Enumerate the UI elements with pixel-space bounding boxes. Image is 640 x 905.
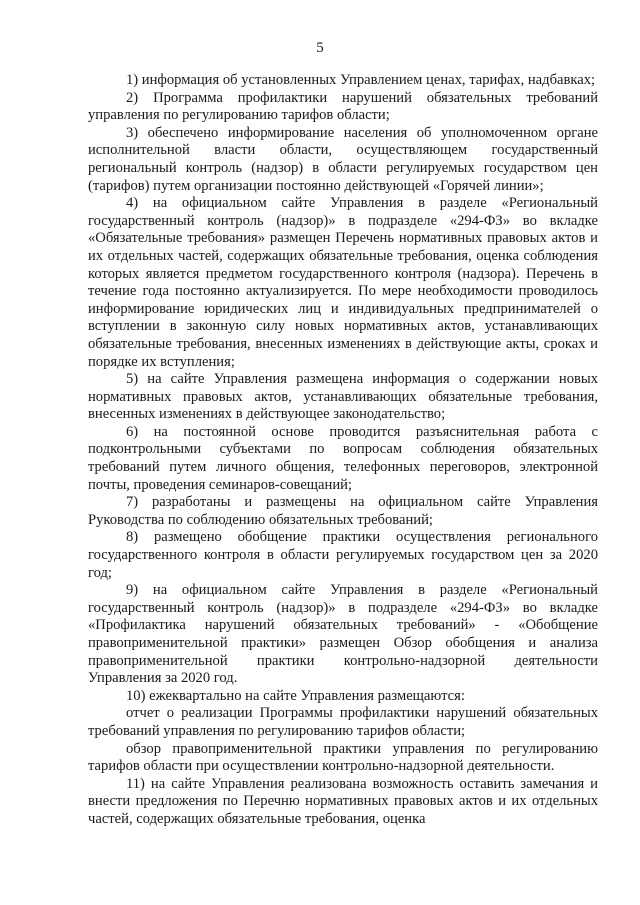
document-body xyxy=(88,72,598,829)
paragraph-item-7: 7) разработаны и размещены на официальном сайте Управления Руководства по соблюдению обязательных требований; xyxy=(88,494,598,528)
paragraph-item-4: 4) на официальном сайте Управления в разделе «Региональный государственный контроль (надзор)» в подразделе «294-ФЗ» во вкладке «Обязательные требования» размещен Перечень нормативных правовых актов и их отдельных частей, содержащих обязательные требования, оценка соблюдения которых является предметом государственного контроля (надзора). Перечень в течение года постоянно актуализируется. По мере необходимости проводилось информирование юридических лиц и индивидуальных предпринимателей о вступлении в законную силу новых нормативных актов, устанавливающих обязательные требования, внесенных изменениях в действующие акты, сроках и порядке их вступления; xyxy=(88,195,598,370)
paragraph-item-10: 10) ежеквартально на сайте Управления размещаются: xyxy=(126,687,465,704)
paragraph-item-2: 2) Программа профилактики нарушений обязательных требований управления по регулированию тарифов области; xyxy=(88,89,598,124)
paragraph-item-1: 1) информация об установленных Управлением ценах, тарифах, надбавках; xyxy=(126,72,596,88)
paragraph-item-8: 8) размещено обобщение практики осуществления регионального государственного контроля в области регулируемых государством цен за 2020 год; xyxy=(88,529,598,581)
paragraph-item-11: 11) на сайте Управления реализована возможность оставить замечания и внести предложения по Перечню нормативных правовых актов и их отдельных частей, содержащих обязательные требования, оценка xyxy=(88,775,598,827)
paragraph-item-3: 3) обеспечено информирование населения об уполномоченном органе исполнительной власти области, осуществляющем государственный региональный контроль (надзор) в области регулируемых государством цен (тарифов) путем организации постоянно действующей «Горячей линии»; xyxy=(88,124,598,194)
paragraph-item-9: 9) на официальном сайте Управления в разделе «Региональный государственный контроль (надзор)» в подразделе «294-ФЗ» во вкладке «Профилактика нарушений обязательных требований» - «Обобщение правоприменительной практики» размещен Обзор обобщения и анализа правоприменительной практики контрольно-надзорной деятельности Управления за 2020 год. xyxy=(88,582,598,687)
page-number: 5 xyxy=(316,40,324,56)
paragraph-subitem-review: обзор правоприменительной практики управления по регулированию тарифов области при осуществлении контрольно-надзорной деятельности. xyxy=(88,740,598,775)
paragraph-item-5: 5) на сайте Управления размещена информация о содержании новых нормативных правовых актов, устанавливающих обязательные требования, внесенных изменениях в действующее законодательство; xyxy=(88,371,598,423)
paragraph-subitem-report: отчет о реализации Программы профилактики нарушений обязательных требований управления по регулированию тарифов области; xyxy=(88,705,598,739)
paragraph-item-6: 6) на постоянной основе проводится разъяснительная работа с подконтрольными субъектами по вопросам соблюдения обязательных требований путем личного общения, телефонных переговоров, электронной почты, проведения семинаров-совещаний; xyxy=(88,423,598,493)
